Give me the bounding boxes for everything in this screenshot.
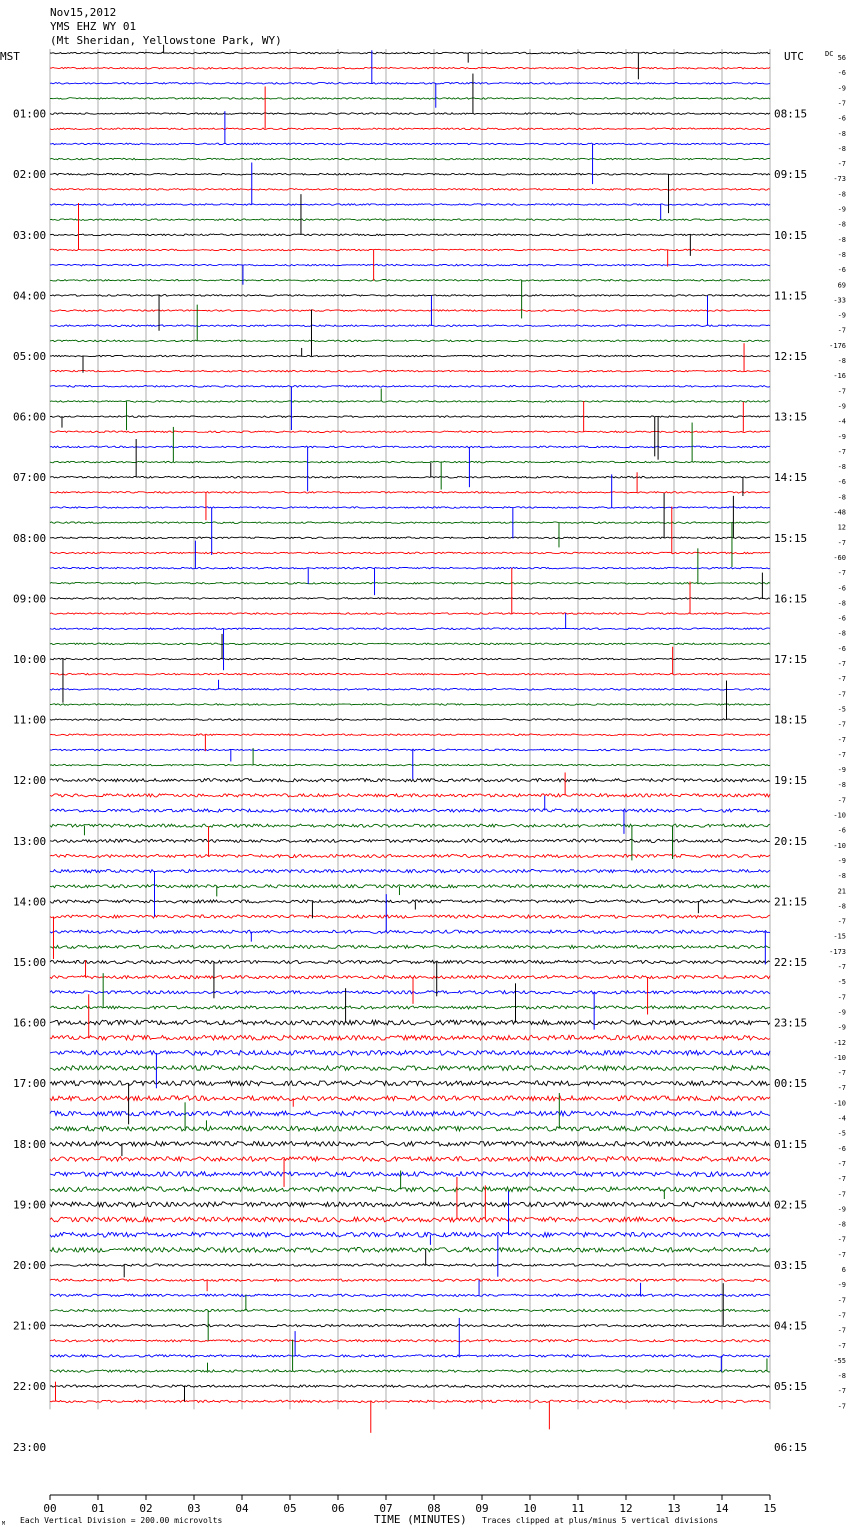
dc-offset-label: -16 (833, 372, 846, 381)
dc-offset-label: -8 (837, 781, 846, 790)
utc-hour-label: 03:15 (774, 1259, 808, 1272)
utc-hour-label: 19:15 (774, 774, 808, 788)
dc-offset-label: -7 (837, 160, 846, 169)
seismic-trace (50, 794, 770, 797)
dc-offset-label: -48 (833, 508, 846, 517)
seismic-trace (50, 613, 770, 615)
seismic-trace (50, 824, 770, 827)
seismic-trace (50, 219, 770, 221)
dc-offset-label: -7 (837, 387, 846, 396)
dc-offset-label: -7 (837, 796, 846, 805)
dc-offset-label: -73 (833, 175, 846, 184)
mst-hour-label: 23:00 (13, 1440, 47, 1454)
seismic-trace (50, 930, 770, 933)
dc-offset-label: -7 (837, 660, 846, 668)
x-tick-label: 01 (91, 1502, 105, 1515)
x-axis (43, 1495, 776, 1515)
seismic-trace (50, 764, 770, 766)
dc-offset-label: -7 (837, 993, 846, 1002)
dc-offset-label: -9 (837, 432, 846, 441)
seismic-trace (50, 446, 770, 448)
utc-hour-label: 15:15 (774, 531, 808, 545)
mst-hour-label: 21:00 (13, 1319, 47, 1333)
seismic-trace (50, 1020, 770, 1025)
seismic-trace (50, 173, 770, 175)
dc-offset-label: -9 (837, 205, 846, 214)
dc-offset-label: -8 (837, 493, 846, 502)
seismic-trace (50, 234, 770, 236)
seismic-trace (50, 689, 770, 691)
seismic-trace (50, 1187, 770, 1192)
seismic-trace (50, 1172, 770, 1177)
seismic-trace (50, 1066, 770, 1071)
utc-hour-label: 06:15 (774, 1440, 808, 1454)
x-tick-label: 03 (187, 1502, 201, 1515)
seismic-trace (50, 960, 770, 963)
dc-offset-label: -7 (837, 963, 846, 971)
dc-offset-label: -7 (837, 720, 846, 729)
mst-hour-label: 05:00 (13, 350, 47, 363)
mst-hour-label: 22:00 (13, 1380, 47, 1394)
seismic-trace (50, 991, 770, 994)
utc-hour-label: 04:15 (774, 1319, 808, 1333)
scale-note: Each Vertical Division = 200.00 microvolts (20, 1516, 223, 1525)
dc-offset-label: -7 (837, 99, 846, 108)
x-tick-label: 13 (667, 1502, 681, 1515)
dc-offset-label: -8 (837, 629, 846, 638)
dc-offset-label: -6 (837, 69, 846, 78)
seismic-trace (50, 416, 770, 418)
utc-hour-label: 16:15 (774, 592, 808, 606)
mst-hour-label: 08:00 (13, 531, 47, 545)
mst-hour-label: 11:00 (13, 713, 47, 727)
seismic-trace (50, 1217, 770, 1222)
seismic-trace (50, 355, 770, 357)
seismic-trace (50, 1370, 770, 1372)
seismic-trace (50, 249, 770, 251)
seismic-trace (50, 537, 770, 539)
seismic-trace (50, 1081, 770, 1086)
seismic-trace (50, 628, 770, 630)
seismic-trace (50, 809, 770, 812)
dc-offset-labels (829, 54, 846, 1410)
seismic-trace (50, 113, 770, 115)
utc-hour-label: 13:15 (774, 410, 808, 424)
seismic-trace (50, 885, 770, 888)
utc-hour-label: 09:15 (774, 168, 808, 182)
seismic-trace (50, 264, 770, 266)
dc-offset-label: -7 (837, 675, 846, 684)
dc-offset-label: -15 (833, 932, 846, 941)
seismic-trace (50, 507, 770, 509)
utc-hour-label: 21:15 (774, 895, 808, 909)
left-timezone-label: MST (0, 50, 20, 63)
dc-offset-label: -7 (837, 1296, 846, 1305)
dc-offset-label: -60 (833, 553, 846, 562)
x-tick-label: 02 (139, 1502, 153, 1515)
dc-offset-label: -7 (837, 1387, 846, 1396)
seismic-trace (50, 915, 770, 918)
seismic-trace (50, 476, 770, 478)
seismic-trace (50, 1264, 770, 1266)
x-tick-label: 12 (619, 1502, 633, 1515)
seismic-trace (50, 158, 770, 160)
x-tick-label: 07 (379, 1502, 393, 1515)
seismic-trace (50, 583, 770, 585)
seismic-trace (50, 1202, 770, 1207)
mst-hour-label: 17:00 (13, 1077, 47, 1091)
dc-offset-label: -7 (837, 538, 846, 547)
dc-offset-label: -7 (837, 735, 846, 744)
seismic-trace (50, 839, 770, 842)
utc-hour-label: 10:15 (774, 228, 808, 242)
seismic-trace (50, 52, 770, 54)
dc-offset-label: -8 (837, 250, 846, 259)
dc-offset-label: -8 (837, 902, 846, 911)
dc-offset-label: -9 (837, 1205, 846, 1214)
seismic-trace (50, 1051, 770, 1056)
seismic-trace (50, 83, 770, 85)
x-tick-label: 15 (763, 1502, 777, 1515)
dc-offset-label: -10 (833, 841, 846, 850)
seismic-trace (50, 522, 770, 524)
dc-offset-label: -7 (837, 569, 846, 578)
seismic-trace (50, 325, 770, 327)
seismic-trace (50, 1385, 770, 1387)
seismic-trace (50, 598, 770, 600)
seismic-trace (50, 567, 770, 569)
dc-offset-label: -7 (837, 326, 846, 335)
mst-hour-label: 01:00 (13, 107, 47, 121)
mst-hour-label: 15:00 (13, 956, 47, 969)
utc-hour-label: 11:15 (774, 289, 808, 303)
seismic-trace (50, 370, 770, 372)
seismic-trace (50, 643, 770, 645)
mst-hour-label: 14:00 (13, 895, 47, 909)
dc-offset-label: -6 (837, 1144, 846, 1153)
dc-offset-label: -6 (837, 584, 846, 593)
x-tick-label: 00 (43, 1502, 57, 1515)
dc-offset-label: -7 (837, 750, 846, 759)
mst-hour-label: 07:00 (13, 471, 47, 485)
seismic-trace (50, 295, 770, 297)
dc-offset-label: -9 (837, 402, 846, 411)
dc-offset-label: -8 (837, 190, 846, 199)
dc-offset-label: -4 (837, 417, 846, 426)
seismic-trace (50, 719, 770, 721)
seismic-trace (50, 854, 770, 857)
dc-label: DC (825, 50, 834, 58)
dc-offset-label: -7 (837, 447, 846, 456)
seismic-trace (50, 673, 770, 675)
dc-offset-label: -8 (837, 235, 846, 244)
seismic-trace (50, 189, 770, 191)
dc-offset-label: -173 (829, 947, 846, 956)
x-tick-label: 11 (571, 1502, 585, 1515)
location-label: (Mt Sheridan, Yellowstone Park, WY) (50, 34, 282, 47)
dc-offset-label: 6 (841, 1266, 846, 1274)
dc-offset-label: -7 (837, 1084, 846, 1093)
seismic-trace (50, 1340, 770, 1342)
seismic-trace (50, 1006, 770, 1009)
seismic-trace (50, 340, 770, 342)
dc-offset-label: -6 (837, 478, 846, 487)
dc-offset-label: -8 (837, 357, 846, 365)
seismic-trace (50, 749, 770, 751)
mst-hour-label: 13:00 (13, 834, 47, 848)
seismic-trace (50, 401, 770, 403)
utc-hour-label: 18:15 (774, 713, 808, 727)
dc-offset-label: -10 (833, 1053, 846, 1062)
mst-hour-label: 03:00 (13, 228, 47, 242)
dc-offset-label: -4 (837, 1114, 846, 1123)
dc-offset-label: -6 (837, 826, 846, 835)
dc-offset-label: -7 (837, 917, 846, 926)
mst-hour-label: 09:00 (13, 592, 47, 606)
utc-hour-label: 17:15 (774, 653, 808, 666)
utc-hour-label: 08:15 (774, 107, 808, 121)
seismic-trace (50, 461, 770, 463)
dc-offset-label: -9 (837, 856, 846, 865)
mst-hour-label: 16:00 (13, 1016, 47, 1030)
dc-offset-label: -10 (833, 1099, 846, 1108)
dc-offset-label: -9 (837, 311, 846, 320)
seismic-trace (50, 1279, 770, 1281)
seismic-trace (50, 431, 770, 433)
dc-offset-label: -6 (837, 644, 846, 653)
dc-offset-label: -7 (837, 1190, 846, 1199)
mst-hour-label: 18:00 (13, 1137, 47, 1151)
seismic-trace (50, 870, 770, 873)
seismic-trace (50, 945, 770, 948)
dc-offset-label: -12 (833, 1038, 846, 1047)
clip-note: Traces clipped at plus/minus 5 vertical divisions (482, 1516, 719, 1525)
dc-offset-label: -9 (837, 84, 846, 93)
seismic-trace (50, 1324, 770, 1326)
dc-offset-label: -9 (837, 1008, 846, 1017)
dc-offset-label: -5 (837, 1129, 846, 1138)
dc-offset-label: -176 (829, 341, 846, 350)
dc-offset-label: -7 (837, 1311, 846, 1320)
seismic-trace (50, 386, 770, 388)
utc-hour-label: 22:15 (774, 956, 808, 969)
seismic-trace (50, 552, 770, 554)
x-axis-title: TIME (MINUTES) (374, 1513, 467, 1526)
utc-hour-label: 01:15 (774, 1137, 808, 1151)
seismic-trace (50, 658, 770, 660)
dc-offset-label: -8 (837, 220, 846, 229)
seismic-trace (50, 1111, 770, 1116)
mst-hour-label: 19:00 (13, 1198, 47, 1212)
utc-hour-label: 12:15 (774, 350, 808, 363)
dc-offset-label: -8 (837, 1220, 846, 1229)
seismic-trace (50, 900, 770, 903)
x-tick-label: 06 (331, 1502, 345, 1515)
x-tick-label: 10 (523, 1502, 537, 1515)
x-tick-label: 09 (475, 1502, 489, 1515)
utc-hour-label: 00:15 (774, 1077, 808, 1091)
utc-hour-label: 02:15 (774, 1198, 808, 1212)
dc-offset-label: -7 (837, 1341, 846, 1350)
corner-mark: M (2, 1521, 6, 1527)
dc-offset-label: -33 (833, 296, 846, 305)
dc-offset-label: -7 (837, 1250, 846, 1259)
seismic-trace (50, 1035, 770, 1040)
dc-offset-label: -7 (837, 1326, 846, 1335)
seismic-trace (50, 1400, 770, 1402)
seismic-trace (50, 1232, 770, 1237)
dc-offset-label: -10 (833, 811, 846, 820)
seismic-trace (50, 1294, 770, 1296)
seismic-trace (50, 1157, 770, 1162)
dc-offset-label: -8 (837, 144, 846, 153)
spike-events (53, 45, 766, 1433)
dc-offset-label: -7 (837, 1159, 846, 1168)
utc-hour-label: 14:15 (774, 471, 808, 485)
station-label: YMS EHZ WY 01 (50, 20, 137, 33)
dc-offset-label: -8 (837, 872, 846, 881)
mst-hour-label: 04:00 (13, 289, 47, 303)
seismic-trace (50, 143, 770, 145)
mst-hour-label: 20:00 (13, 1259, 47, 1272)
dc-offset-label: -6 (837, 266, 846, 275)
dc-offset-label: -6 (837, 114, 846, 123)
x-tick-label: 08 (427, 1502, 441, 1515)
dc-offset-label: -9 (837, 766, 846, 775)
seismic-trace (50, 128, 770, 130)
dc-offset-label: -7 (837, 690, 846, 699)
seismic-trace (50, 1355, 770, 1357)
seismic-trace (50, 280, 770, 282)
x-tick-label: 04 (235, 1502, 249, 1515)
seismic-trace (50, 310, 770, 312)
date-label: Nov15,2012 (50, 6, 117, 19)
dc-offset-label: -7 (837, 1175, 846, 1184)
seismic-trace (50, 98, 770, 100)
utc-hour-label: 05:15 (774, 1380, 808, 1394)
right-timezone-label: UTC (784, 50, 804, 63)
seismic-trace (50, 67, 770, 69)
mst-hour-label: 06:00 (13, 410, 47, 424)
seismic-trace (50, 704, 770, 706)
utc-hour-label: 23:15 (774, 1016, 808, 1030)
x-tick-label: 14 (715, 1502, 729, 1515)
dc-offset-label: -7 (837, 1069, 846, 1078)
seismic-trace (50, 1096, 770, 1101)
seismic-trace (50, 734, 770, 736)
dc-offset-label: -8 (837, 1372, 846, 1381)
seismic-trace (50, 1141, 770, 1146)
dc-offset-label: 56 (837, 54, 846, 62)
dc-offset-label: -7 (837, 1235, 846, 1244)
dc-offset-label: -7 (837, 1402, 846, 1411)
x-tick-label: 05 (283, 1502, 297, 1515)
utc-hour-label: 20:15 (774, 834, 808, 848)
mst-hour-label: 10:00 (13, 653, 47, 666)
dc-offset-label: 69 (837, 281, 846, 290)
seismic-trace (50, 779, 770, 782)
dc-offset-label: -6 (837, 614, 846, 623)
seismic-trace (50, 492, 770, 494)
dc-offset-label: -55 (833, 1356, 846, 1365)
dc-offset-label: 12 (837, 523, 846, 532)
dc-offset-label: -9 (837, 1281, 846, 1290)
dc-offset-label: -9 (837, 1023, 846, 1032)
mst-hour-label: 12:00 (13, 774, 47, 788)
dc-offset-label: -8 (837, 599, 846, 608)
dc-offset-label: -5 (837, 978, 846, 987)
dc-offset-label: -8 (837, 463, 846, 472)
dc-offset-label: 21 (837, 887, 846, 896)
seismic-trace (50, 976, 770, 979)
seismic-traces (50, 52, 770, 1402)
dc-offset-label: -5 (837, 705, 846, 714)
seismic-trace (50, 1309, 770, 1311)
mst-hour-label: 02:00 (13, 168, 47, 182)
seismic-trace (50, 1248, 770, 1253)
seismic-trace (50, 204, 770, 206)
dc-offset-label: -8 (837, 129, 846, 138)
seismic-trace (50, 1126, 770, 1131)
